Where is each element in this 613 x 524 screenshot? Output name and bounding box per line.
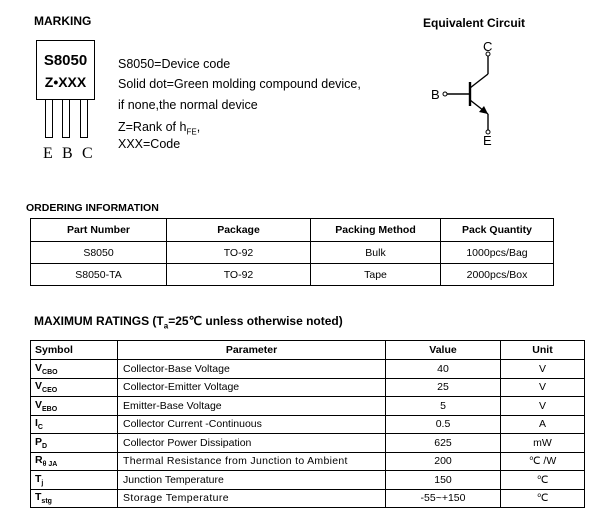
table-row — [31, 397, 585, 416]
ratings-col-parameter: Parameter — [118, 341, 386, 360]
pin-lead-b — [62, 100, 70, 138]
symbol-cell — [31, 434, 118, 453]
value-cell: 25 — [386, 378, 501, 397]
circuit-label-b: B — [431, 87, 440, 102]
table-row — [31, 452, 585, 471]
symbol-letter: V — [35, 380, 43, 393]
desc-code: XXX=Code — [118, 137, 181, 151]
ordering-cell: TO-92 — [167, 242, 311, 264]
value-cell: 0.5 — [386, 415, 501, 434]
table-row — [31, 360, 585, 379]
unit-cell: ℃ — [501, 489, 585, 508]
value-cell: -55~+150 — [386, 489, 501, 508]
symbol-letter: I — [35, 417, 38, 430]
ratings-col-symbol: Symbol — [31, 341, 118, 360]
ratings-col-value: Value — [386, 341, 501, 360]
table-row — [31, 264, 554, 286]
ordering-cell: Tape — [311, 264, 441, 286]
ratings-table — [30, 340, 585, 508]
value-cell: 5 — [386, 397, 501, 416]
unit-cell: V — [501, 360, 585, 379]
unit-cell: V — [501, 378, 585, 397]
symbol-cell — [31, 415, 118, 434]
package-device-code: S8050 — [43, 52, 88, 69]
circuit-label-c: C — [483, 39, 493, 54]
ratings-heading-post: =25℃ unless otherwise noted) — [168, 314, 343, 328]
desc-rank — [118, 120, 200, 137]
symbol-cell — [31, 452, 118, 471]
value-cell: 200 — [386, 452, 501, 471]
pin-lead-c — [80, 100, 88, 138]
pin-label-e: E — [43, 145, 53, 162]
parameter-cell: Junction Temperature — [118, 471, 386, 490]
parameter-cell: Storage Temperature — [118, 489, 386, 508]
unit-cell: mW — [501, 434, 585, 453]
parameter-cell: Collector Power Dissipation — [118, 434, 386, 453]
parameter-cell: Collector-Emitter Voltage — [118, 378, 386, 397]
table-row — [31, 489, 585, 508]
table-row — [31, 415, 585, 434]
pin-label-c: C — [82, 145, 93, 162]
circuit-label-e: E — [483, 133, 492, 148]
symbol-cell — [31, 360, 118, 379]
npn-transistor-symbol — [430, 38, 510, 150]
hfe-subscript: FE — [186, 127, 197, 137]
parameter-cell: Collector-Base Voltage — [118, 360, 386, 379]
parameter-cell: Thermal Resistance from Junction to Ambient — [118, 452, 386, 471]
ordering-col-packing-method: Packing Method — [311, 219, 441, 242]
symbol-subscript: θ JA — [42, 461, 58, 469]
symbol-letter: V — [35, 361, 43, 374]
ratings-heading — [34, 314, 343, 330]
ratings-header-row — [31, 341, 585, 360]
value-cell: 625 — [386, 434, 501, 453]
ordering-cell: S8050-TA — [31, 264, 167, 286]
parameter-cell: Emitter-Base Voltage — [118, 397, 386, 416]
desc-solid-dot: Solid dot=Green molding compound device, — [118, 77, 361, 91]
symbol-subscript: CEO — [42, 387, 58, 395]
ratings-heading-sub: a — [163, 321, 169, 331]
desc-rank-suffix: , — [196, 120, 201, 134]
parameter-cell: Collector Current -Continuous — [118, 415, 386, 434]
ordering-heading: ORDERING INFORMATION — [26, 202, 159, 214]
desc-normal-device: if none,the normal device — [118, 98, 258, 112]
package-marking-code: Z•XXX — [44, 74, 87, 90]
collector-leg — [470, 74, 488, 88]
marking-heading: MARKING — [34, 14, 92, 28]
pin-lead-e — [45, 100, 53, 138]
symbol-cell — [31, 471, 118, 490]
base-terminal — [443, 92, 447, 96]
symbol-letter: T — [35, 491, 42, 504]
ordering-col-pack-quantity: Pack Quantity — [441, 219, 554, 242]
symbol-subscript: C — [37, 424, 43, 432]
ordering-cell: TO-92 — [167, 264, 311, 286]
table-row — [31, 471, 585, 490]
unit-cell: A — [501, 415, 585, 434]
symbol-subscript: EBO — [42, 405, 58, 413]
ordering-cell: S8050 — [31, 242, 167, 264]
value-cell: 150 — [386, 471, 501, 490]
symbol-subscript: j — [41, 479, 44, 487]
symbol-cell — [31, 397, 118, 416]
unit-cell: ℃ /W — [501, 452, 585, 471]
table-row — [31, 378, 585, 397]
table-row — [31, 242, 554, 264]
symbol-subscript: stg — [41, 498, 52, 506]
symbol-subscript: D — [42, 442, 48, 450]
symbol-cell — [31, 378, 118, 397]
circuit-heading: Equivalent Circuit — [423, 16, 526, 30]
ordering-col-package: Package — [167, 219, 311, 242]
ordering-table — [30, 218, 554, 286]
ratings-heading-pre: MAXIMUM RATINGS (T — [34, 314, 164, 328]
ordering-cell: Bulk — [311, 242, 441, 264]
pin-label-b: B — [62, 145, 73, 162]
ordering-cell: 1000pcs/Bag — [441, 242, 554, 264]
symbol-cell — [31, 489, 118, 508]
ratings-col-unit: Unit — [501, 341, 585, 360]
package-body — [36, 40, 95, 100]
symbol-letter: V — [35, 398, 43, 411]
unit-cell: ℃ — [501, 471, 585, 490]
value-cell: 40 — [386, 360, 501, 379]
desc-rank-text: Z=Rank of h — [118, 120, 187, 134]
symbol-subscript: CBO — [42, 368, 58, 376]
unit-cell: V — [501, 397, 585, 416]
symbol-letter: R — [35, 454, 43, 467]
ordering-header-row — [31, 219, 554, 242]
symbol-letter: P — [35, 435, 43, 448]
desc-device-code: S8050=Device code — [118, 57, 231, 71]
ordering-cell: 2000pcs/Box — [441, 264, 554, 286]
symbol-letter: T — [35, 472, 42, 485]
table-row — [31, 434, 585, 453]
ordering-col-part-number: Part Number — [31, 219, 167, 242]
